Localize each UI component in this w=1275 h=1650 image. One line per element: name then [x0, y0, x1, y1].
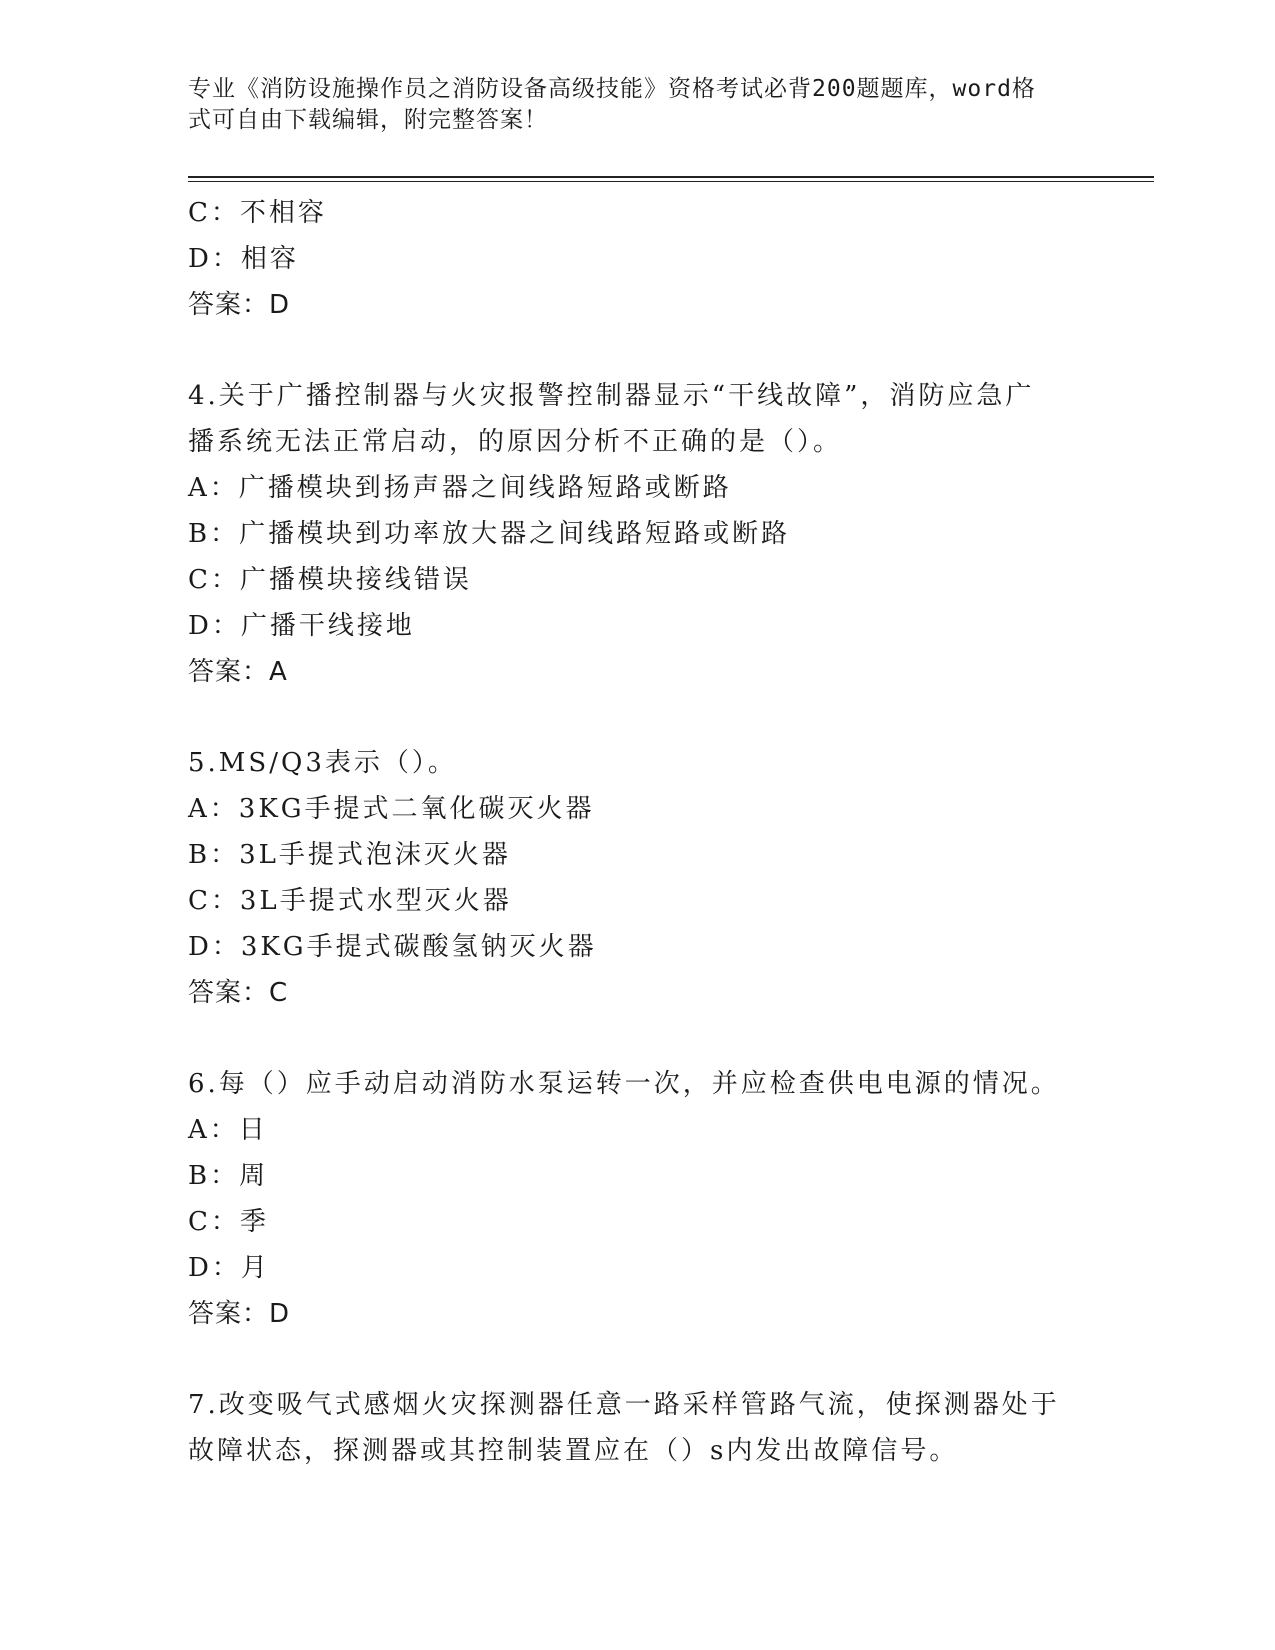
- option-c: C：广播模块接线错误: [188, 565, 472, 595]
- answer-line: 答案：C: [188, 978, 289, 1008]
- document-body: [188, 190, 1088, 1474]
- question-7: [188, 1382, 1088, 1474]
- option-d: D：3KG手提式碳酸氢钠灭火器: [188, 932, 597, 962]
- question-4: [188, 373, 1088, 695]
- question-5: [188, 740, 1088, 1016]
- answer-line: 答案：A: [188, 657, 288, 687]
- question-stem: 5.MS/Q3表示（）。: [188, 748, 457, 778]
- question-stem: 故障状态，探测器或其控制装置应在（）s内发出故障信号。: [188, 1436, 959, 1466]
- option-d: D：相容: [188, 244, 299, 274]
- header-line: 式可自由下载编辑，附完整答案！: [188, 107, 548, 133]
- option-c: C：3L手提式水型灭火器: [188, 886, 512, 916]
- answer-line: 答案：D: [188, 290, 291, 320]
- option-a: A：广播模块到扬声器之间线路短路或断路: [188, 473, 732, 503]
- question-6: [188, 1061, 1088, 1337]
- question-fragment: [188, 190, 1088, 328]
- question-stem: 6.每（）应手动启动消防水泵运转一次，并应检查供电电源的情况。: [188, 1069, 1060, 1099]
- option-c: C：季: [188, 1207, 269, 1237]
- option-b: B：3L手提式泡沫灭火器: [188, 840, 511, 870]
- header-divider-thick: [188, 176, 1154, 178]
- option-b: B：广播模块到功率放大器之间线路短路或断路: [188, 519, 791, 549]
- document-header: [188, 74, 1088, 136]
- option-b: B：周: [188, 1161, 269, 1191]
- question-stem: 4.关于广播控制器与火灾报警控制器显示“干线故障”，消防应急广: [188, 381, 1035, 411]
- option-a: A：日: [188, 1115, 268, 1145]
- question-stem: 播系统无法正常启动，的原因分析不正确的是（）。: [188, 427, 843, 457]
- question-stem: 7.改变吸气式感烟火灾探测器任意一路采样管路气流，使探测器处于: [188, 1390, 1060, 1420]
- answer-line: 答案：D: [188, 1299, 291, 1329]
- option-d: D：月: [188, 1253, 270, 1283]
- header-divider-thin: [188, 181, 1154, 182]
- option-d: D：广播干线接地: [188, 611, 415, 641]
- option-c: C：不相容: [188, 198, 327, 228]
- header-line: 专业《消防设施操作员之消防设备高级技能》资格考试必背200题题库，word格: [188, 76, 1036, 102]
- option-a: A：3KG手提式二氧化碳灭火器: [188, 794, 595, 824]
